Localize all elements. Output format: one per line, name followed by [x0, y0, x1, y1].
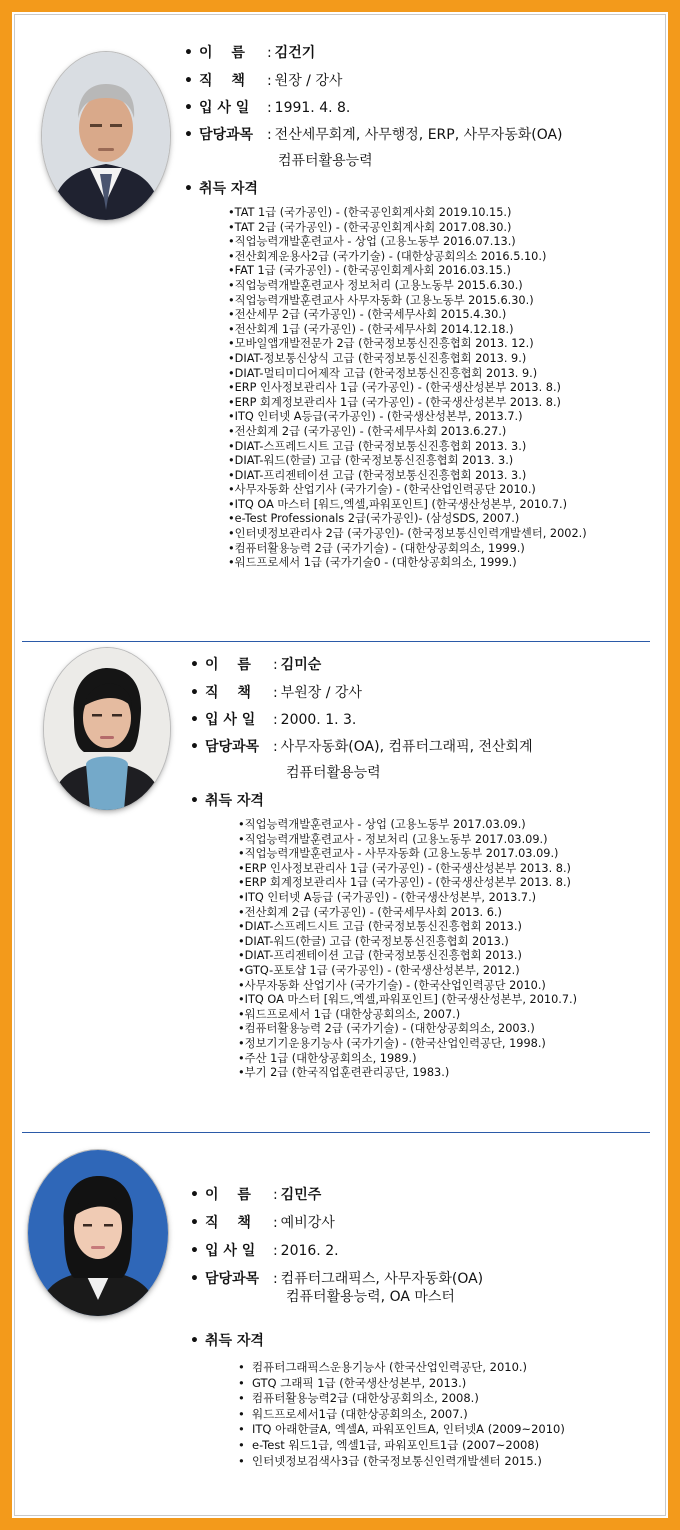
qualification-text: GTQ 그래픽 1급 (한국생산성본부, 2013.) [252, 1375, 467, 1390]
qualification-item [238, 818, 577, 833]
qualification-item [238, 876, 577, 891]
staff-photo-3 [28, 1150, 168, 1316]
list-bullet: • [238, 1066, 245, 1080]
title-value: 예비강사 [280, 1215, 335, 1231]
list-bullet: • [238, 1437, 245, 1452]
hired-label: 입 사 일 [204, 1243, 256, 1259]
list-bullet: • [228, 322, 235, 336]
qualification-text: 주산 1급 (대한상공회의소, 1989.) [244, 1051, 417, 1065]
list-bullet: • [238, 963, 245, 977]
list-bullet: • [228, 483, 235, 497]
qualification-item [238, 993, 577, 1008]
list-bullet: • [238, 876, 245, 890]
list-bullet: • [238, 905, 245, 919]
qualification-text: 직업능력개발훈련교사 - 상업 (고용노동부 2017.03.09.) [244, 818, 526, 831]
qualification-item [238, 1008, 577, 1023]
list-bullet: • [238, 949, 245, 963]
quals-label: 취득 자격 [198, 181, 258, 197]
bullet: • [190, 712, 199, 728]
qualification-text: 컴퓨터활용능력 2급 (국가기술) - (대한상공회의소, 1999.) [234, 541, 525, 555]
name-value: 김건기 [274, 45, 316, 61]
subjects-continued: 컴퓨터활용능력 [286, 765, 381, 781]
qualification-item [228, 323, 587, 338]
title-value: 부원장 / 강사 [280, 685, 362, 701]
list-bullet: • [228, 381, 235, 395]
hired-label: 입 사 일 [204, 712, 256, 728]
hired-value: 2000. 1. 3. [280, 712, 357, 728]
qualification-item [238, 1052, 577, 1067]
list-bullet: • [238, 934, 245, 948]
list-bullet: • [228, 410, 235, 424]
staff-photo-2 [44, 648, 170, 810]
hired-row: • 입 사 일 : 2016. 2. [190, 1243, 339, 1259]
qualification-text: GTQ-포토샵 1급 (국가공인) - (한국생산성본부, 2012.) [244, 963, 520, 977]
list-bullet: • [238, 1453, 245, 1468]
qualification-text: DIAT-스프레드시트 고급 (한국정보통신진흥협회 2013. 3.) [234, 439, 527, 453]
list-bullet: • [238, 890, 245, 904]
qualification-item [238, 833, 577, 848]
title-value: 원장 / 강사 [274, 73, 343, 89]
title-row: • 직 책 : 부원장 / 강사 [190, 685, 362, 701]
qualification-item [238, 979, 577, 994]
qualification-text: TAT 2급 (국가공인) - (한국공인회계사회 2017.08.30.) [234, 220, 512, 234]
name-row: • 이 름 : 김미순 [190, 657, 322, 673]
qualification-item [228, 206, 587, 221]
list-bullet: • [228, 293, 235, 307]
qualification-text: 워드프로세서1급 (대한상공회의소, 2007.) [252, 1406, 468, 1421]
qualification-list-1 [228, 206, 587, 571]
qualification-text: 워드프로세서 1급 (대한상공회의소, 2007.) [244, 1007, 461, 1021]
qualification-item [228, 337, 587, 352]
qualification-text: TAT 1급 (국가공인) - (한국공인회계사회 2019.10.15.) [234, 206, 512, 219]
qualification-text: ITQ 아래한글A, 엑셀A, 파워포인트A, 인터넷A (2009~2010) [252, 1422, 565, 1437]
qualification-text: ITQ OA 마스터 [워드,엑셀,파워포인트] (한국생산성본부, 2010.7.) [234, 497, 568, 511]
quals-label: 취득 자격 [204, 1333, 264, 1349]
qualification-text: 부기 2급 (한국직업훈련관리공단, 1983.) [244, 1066, 450, 1080]
qualification-text: 컴퓨터활용능력 2급 (국가기술) - (대한상공회의소, 2003.) [244, 1022, 535, 1036]
qualification-item [238, 891, 577, 906]
qualification-text: 직업능력개발훈련교사 정보처리 (고용노동부 2015.6.30.) [234, 278, 523, 292]
list-bullet: • [228, 206, 235, 219]
name-value: 김민주 [280, 1187, 322, 1203]
subjects-label: 담당과목 [198, 127, 254, 143]
qualification-text: 컴퓨터그래픽스운용기능사 (한국산업인력공단, 2010.) [252, 1360, 528, 1374]
list-bullet: • [228, 424, 235, 438]
list-bullet: • [228, 541, 235, 555]
list-bullet: • [228, 527, 235, 541]
qualification-item [228, 294, 587, 309]
qualification-text: ERP 인사정보관리사 1급 (국가공인) - (한국생산성본부 2013. 8.) [244, 861, 571, 875]
list-bullet: • [228, 395, 235, 409]
qualification-item [238, 1422, 565, 1438]
qualification-item [228, 512, 587, 527]
list-bullet: • [238, 978, 245, 992]
qualification-item [228, 469, 587, 484]
list-bullet: • [238, 920, 245, 934]
quals-label: 취득 자격 [204, 793, 264, 809]
list-bullet: • [228, 512, 235, 526]
list-bullet: • [228, 308, 235, 322]
quals-row [190, 792, 264, 810]
qualification-item [228, 381, 587, 396]
qualification-item [238, 1438, 565, 1454]
qualification-text: ERP 인사정보관리사 1급 (국가공인) - (한국생산성본부 2013. 8.) [234, 381, 561, 395]
qualification-text: ITQ OA 마스터 [워드,엑셀,파워포인트] (한국생산성본부, 2010.7.) [244, 993, 578, 1007]
qualification-list-2 [238, 818, 577, 1081]
qualification-item [238, 1037, 577, 1052]
bullet: • [190, 1243, 199, 1259]
list-bullet: • [238, 1022, 245, 1036]
qualification-item [238, 1454, 565, 1470]
list-bullet: • [238, 1051, 245, 1065]
qualification-item [238, 1022, 577, 1037]
hired-value: 1991. 4. 8. [274, 100, 351, 116]
list-bullet: • [228, 439, 235, 453]
qualification-text: 직업능력개발훈련교사 - 정보처리 (고용노동부 2017.03.09.) [244, 832, 548, 846]
section-divider-1 [22, 641, 650, 642]
name-label: 이 름 [204, 1187, 251, 1203]
title-row: • 직 책 : 예비강사 [190, 1215, 335, 1231]
qualification-item [238, 1066, 577, 1081]
qualification-item [228, 498, 587, 513]
subjects-row: • 담당과목 : 컴퓨터그래픽스, 사무자동화(OA) [190, 1271, 484, 1287]
qualification-item [228, 527, 587, 542]
qualification-text: 사무자동화 산업기사 (국가기술) - (한국산업인력공단 2010.) [244, 978, 546, 992]
qualification-text: DIAT-프리젠테이션 고급 (한국정보통신진흥협회 2013. 3.) [234, 468, 527, 482]
staff-photo-1 [42, 52, 170, 220]
qualification-item [228, 250, 587, 265]
qualification-text: ERP 회계정보관리사 1급 (국가공인) - (한국생산성본부 2013. 8.) [244, 876, 571, 890]
qualification-text: 인터넷정보검색사3급 (한국정보통신인력개발센터 2015.) [252, 1453, 542, 1468]
subjects-label: 담당과목 [204, 1271, 260, 1287]
title-label: 직 책 [198, 73, 245, 89]
list-bullet: • [238, 1406, 245, 1421]
qualification-text: 전산회계운용사2급 (국가기술) - (대한상공회의소 2016.5.10.) [234, 249, 547, 263]
qualification-item [228, 556, 587, 571]
title-label: 직 책 [204, 1215, 251, 1231]
list-bullet: • [228, 278, 235, 292]
hired-row: • 입 사 일 : 1991. 4. 8. [184, 100, 351, 116]
qualification-text: 모바일앱개발전문가 2급 (한국정보통신진흥협회 2013. 12.) [234, 337, 534, 351]
bullet: • [184, 45, 193, 61]
list-bullet: • [228, 366, 235, 380]
name-row: • 이 름 : 김건기 [184, 45, 316, 61]
qualification-item [228, 410, 587, 425]
list-bullet: • [238, 993, 245, 1007]
title-row: • 직 책 : 원장 / 강사 [184, 73, 343, 89]
list-bullet: • [238, 1036, 245, 1050]
subjects-row: • 담당과목 : 사무자동화(OA), 컴퓨터그래픽, 전산회계 [190, 739, 533, 755]
qualification-item [238, 920, 577, 935]
bullet: • [190, 1271, 199, 1287]
bullet: • [190, 1333, 199, 1349]
section-divider-2 [22, 1132, 650, 1133]
bullet: • [190, 1187, 199, 1203]
bullet: • [190, 793, 199, 809]
subjects-value: 전산세무회계, 사무행정, ERP, 사무자동화(OA) [274, 127, 563, 143]
quals-row [184, 180, 258, 198]
hired-row: • 입 사 일 : 2000. 1. 3. [190, 712, 357, 728]
qualification-text: DIAT-정보통신상식 고급 (한국정보통신진흥협회 2013. 9.) [234, 351, 527, 365]
bullet: • [190, 657, 199, 673]
qualification-item [228, 235, 587, 250]
qualification-text: 전산회계 2급 (국가공인) - (한국세무사회 2013.6.27.) [234, 424, 507, 438]
list-bullet: • [238, 1422, 245, 1437]
qualification-item [238, 1391, 565, 1407]
qualification-item [238, 906, 577, 921]
name-value: 김미순 [280, 657, 322, 673]
list-bullet: • [228, 249, 235, 263]
qualification-text: 워드프로세서 1급 (국가기술0 - (대한상공회의소, 1999.) [234, 556, 517, 570]
subjects-value: 사무자동화(OA), 컴퓨터그래픽, 전산회계 [280, 739, 533, 755]
qualification-item [228, 264, 587, 279]
qualification-item [228, 221, 587, 236]
list-bullet: • [238, 1375, 245, 1390]
qualification-text: 정보기기운용기능사 (국가기술) - (한국산업인력공단, 1998.) [244, 1036, 546, 1050]
bullet: • [190, 739, 199, 755]
qualification-text: 전산회계 1급 (국가공인) - (한국세무사회 2014.12.18.) [234, 322, 514, 336]
qualification-item [228, 308, 587, 323]
list-bullet: • [228, 351, 235, 365]
qualification-item [228, 279, 587, 294]
list-bullet: • [228, 454, 235, 468]
qualification-text: 직업능력개발훈련교사 사무자동화 (고용노동부 2015.6.30.) [234, 293, 534, 307]
qualification-item [228, 367, 587, 382]
qualification-text: 컴퓨터활용능력2급 (대한상공회의소, 2008.) [252, 1391, 479, 1406]
hired-value: 2016. 2. [280, 1243, 339, 1259]
qualification-text: ERP 회계정보관리사 1급 (국가공인) - (한국생산성본부 2013. 8.) [234, 395, 561, 409]
bullet: • [184, 100, 193, 116]
name-label: 이 름 [198, 45, 245, 61]
hired-label: 입 사 일 [198, 100, 250, 116]
quals-row [190, 1332, 264, 1350]
qualification-item [238, 949, 577, 964]
qualification-item [238, 862, 577, 877]
qualification-text: DIAT-스프레드시트 고급 (한국정보통신진흥협회 2013.) [244, 920, 522, 934]
qualification-item [238, 1360, 565, 1376]
qualification-text: DIAT-워드(한글) 고급 (한국정보통신진흥협회 2013.) [244, 934, 509, 948]
list-bullet: • [228, 497, 235, 511]
subjects-continued: 컴퓨터활용능력 [278, 153, 373, 169]
subjects-continued: 컴퓨터활용능력, OA 마스터 [286, 1289, 455, 1305]
list-bullet: • [228, 556, 235, 570]
qualification-text: 인터넷정보관리사 2급 (국가공인)- (한국정보통신인력개발센터, 2002.) [234, 527, 587, 541]
subjects-value: 컴퓨터그래픽스, 사무자동화(OA) [280, 1271, 484, 1287]
list-bullet: • [238, 1007, 245, 1021]
qualification-item [228, 454, 587, 469]
bullet: • [190, 1215, 199, 1231]
list-bullet: • [228, 468, 235, 482]
list-bullet: • [238, 861, 245, 875]
qualification-text: 전산세무 2급 (국가공인) - (한국세무사회 2015.4.30.) [234, 308, 507, 322]
qualification-text: DIAT-프리젠테이션 고급 (한국정보통신진흥협회 2013.) [244, 949, 522, 963]
subjects-label: 담당과목 [204, 739, 260, 755]
qualification-text: ITQ 인터넷 A등급 (국가공인) - (한국생산성본부, 2013.7.) [244, 890, 537, 904]
qualification-item [228, 396, 587, 411]
qualification-text: 전산회계 2급 (국가공인) - (한국세무사회 2013. 6.) [244, 905, 502, 919]
qualification-text: ITQ 인터넷 A등급(국가공인) - (한국생산성본부, 2013.7.) [234, 410, 523, 424]
title-label: 직 책 [204, 685, 251, 701]
bullet: • [190, 685, 199, 701]
bullet: • [184, 73, 193, 89]
qualification-text: 직업능력개발훈련교사 - 상업 (고용노동부 2016.07.13.) [234, 235, 516, 249]
subjects-row: • 담당과목 : 전산세무회계, 사무행정, ERP, 사무자동화(OA) [184, 127, 563, 143]
list-bullet: • [238, 847, 245, 861]
list-bullet: • [238, 1360, 245, 1374]
qualification-item [228, 352, 587, 367]
qualification-item [238, 964, 577, 979]
name-label: 이 름 [204, 657, 251, 673]
qualification-text: DIAT-워드(한글) 고급 (한국정보통신진흥협회 2013. 3.) [234, 454, 514, 468]
qualification-text: 직업능력개발훈련교사 - 사무자동화 (고용노동부 2017.03.09.) [244, 847, 559, 861]
qualification-item [228, 425, 587, 440]
bullet: • [184, 127, 193, 143]
list-bullet: • [228, 337, 235, 351]
list-bullet: • [238, 1391, 245, 1406]
qualification-item [238, 847, 577, 862]
qualification-text: e-Test 워드1급, 엑셀1급, 파워포인트1급 (2007~2008) [252, 1437, 540, 1452]
list-bullet: • [228, 220, 235, 234]
qualification-text: DIAT-멀티미디어제작 고급 (한국정보통신진흥협회 2013. 9.) [234, 366, 538, 380]
qualification-list-3 [238, 1360, 565, 1469]
qualification-text: e-Test Professionals 2급(국가공인)- (삼성SDS, 2007.) [234, 512, 520, 526]
qualification-item [238, 1376, 565, 1392]
qualification-item [238, 1407, 565, 1423]
qualification-text: FAT 1급 (국가공인) - (한국공인회계사회 2016.03.15.) [234, 264, 511, 278]
qualification-item [228, 483, 587, 498]
bullet: • [184, 181, 193, 197]
qualification-item [238, 935, 577, 950]
qualification-item [228, 440, 587, 455]
list-bullet: • [238, 832, 245, 846]
qualification-item [228, 542, 587, 557]
list-bullet: • [228, 235, 235, 249]
name-row: • 이 름 : 김민주 [190, 1187, 322, 1203]
qualification-text: 사무자동화 산업기사 (국가기술) - (한국산업인력공단 2010.) [234, 483, 536, 497]
list-bullet: • [228, 264, 235, 278]
list-bullet: • [238, 818, 245, 831]
